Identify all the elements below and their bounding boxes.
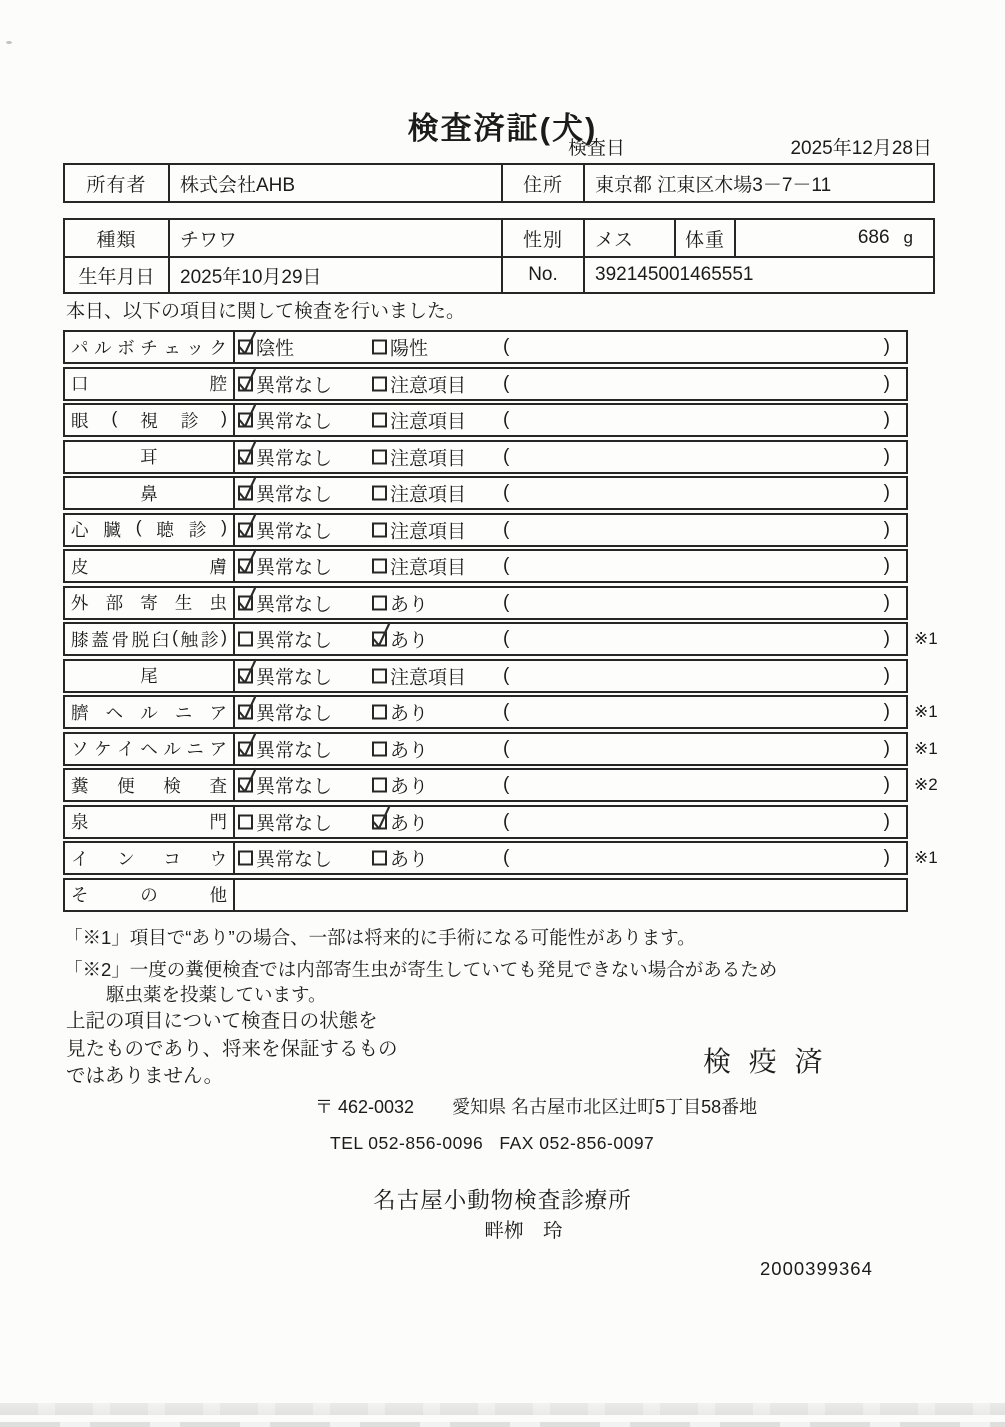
inspection-date-row (568, 133, 932, 160)
exam-item-label-text: 口 腔 (71, 374, 227, 394)
exam-item-label-text: 外 部 寄 生 虫 (71, 593, 227, 613)
result-option-1-label: 異常なし (256, 776, 333, 798)
quarantine-stamp: 検 疫 済 (703, 1046, 828, 1077)
result-option-2 (372, 407, 466, 434)
exam-result-cell (235, 770, 906, 800)
result-option-2-label: 注意項目 (390, 411, 467, 433)
exam-item-label (65, 442, 235, 472)
result-option-2-label: あり (390, 703, 429, 725)
result-option-1 (238, 516, 332, 543)
reference-mark: ※1 (914, 702, 938, 721)
remarks-paren-close: ) (883, 591, 890, 613)
footnotes (64, 925, 777, 1007)
result-option-2-label: あり (390, 630, 429, 652)
exam-item-label-text: 鼻 (140, 483, 158, 504)
checkbox-option-1-checked (238, 376, 253, 391)
exam-item-label (65, 588, 235, 618)
checkbox-option-1-checked (238, 741, 253, 756)
remarks-paren-open: ( (503, 518, 510, 540)
checkbox-option-1-checked (238, 340, 253, 355)
pet-info-row-1 (65, 220, 933, 256)
breed-label: 種類 (65, 220, 170, 256)
exam-item-label (65, 624, 235, 654)
result-option-1-label: 異常なし (256, 849, 333, 871)
pet-info-table (63, 218, 935, 294)
remarks-paren-open: ( (503, 810, 510, 832)
exam-item-label (65, 807, 235, 837)
exam-row-11 (63, 695, 938, 729)
footnote-2-line-2: 駆虫薬を投薬しています。 (106, 984, 327, 1005)
result-option-2 (372, 553, 466, 580)
reference-mark: ※1 (914, 848, 938, 867)
checkbox-option-2-unchecked (372, 376, 387, 391)
result-option-1-label: 異常なし (256, 557, 333, 579)
remarks-paren-close: ) (883, 336, 890, 357)
reference-mark: ※1 (914, 629, 938, 648)
remarks-paren-open: ( (503, 372, 510, 394)
exam-item-label (65, 697, 235, 727)
exam-row-3 (63, 403, 908, 437)
footnote-2-line-1: 「※2」一度の糞便検査では内部寄生虫が寄生していても発見できない場合があるため (64, 959, 778, 980)
reference-mark: ※2 (914, 775, 938, 794)
exam-item-label-text: パ ル ボ チ ェ ッ ク (71, 337, 227, 358)
exam-item-label-text: ソ ケ イ ヘ ル ニ ア (71, 739, 227, 759)
result-option-2-label: あり (390, 740, 429, 761)
checkbox-option-1-unchecked (238, 814, 253, 829)
exam-item-label-text: そ の 他 (71, 885, 227, 905)
checkbox-option-1-checked (238, 559, 253, 574)
result-option-2-label: あり (390, 776, 429, 798)
checkbox-option-2-unchecked (372, 413, 387, 428)
checkbox-option-2-unchecked (372, 449, 387, 464)
result-option-1-label: 異常なし (256, 703, 333, 725)
result-option-2-label: 陽性 (390, 338, 429, 360)
remarks-paren-open: ( (503, 664, 510, 686)
checkbox-option-1-checked (238, 413, 253, 428)
result-option-2 (372, 626, 428, 653)
remarks-paren-close: ) (883, 409, 890, 430)
remarks-paren-close: ) (883, 518, 890, 540)
result-option-1 (238, 845, 332, 872)
result-option-1-label: 異常なし (256, 630, 333, 652)
exam-result-cell (235, 515, 906, 545)
checkbox-option-2-checked (372, 814, 387, 829)
result-option-1 (238, 699, 332, 726)
exam-item-label (65, 661, 235, 691)
checkbox-option-1-checked (238, 668, 253, 683)
clinic-name: 名古屋小動物検査診療所 (373, 1188, 632, 1213)
weight-label: 体重 (676, 220, 736, 256)
disclaimer (66, 1008, 398, 1091)
checkbox-option-2-unchecked (372, 668, 387, 683)
result-option-2 (372, 735, 428, 762)
exam-item-label-text: 臍 ヘ ル ニ ア (71, 702, 227, 723)
exam-row-13 (63, 768, 938, 802)
result-option-1 (238, 553, 332, 580)
checkbox-option-1-unchecked (238, 851, 253, 866)
inspection-date-label: 検査日 (568, 138, 626, 159)
no-value: 392145001465551 (595, 264, 754, 285)
remarks-paren-close: ) (883, 628, 890, 649)
result-option-1 (238, 370, 332, 397)
owner-value: 株式会社AHB (170, 165, 503, 201)
birthdate-value: 2025年10月29日 (170, 258, 503, 292)
weight-unit: g (903, 228, 913, 247)
remarks-paren-open: ( (503, 555, 510, 576)
exam-item-label-text: 膝 蓋 骨 脱 臼 ( 触 診 ) (71, 626, 227, 650)
exam-item-label-text: 眼 ( 視 診 ) (71, 407, 227, 431)
checkbox-option-2-unchecked (372, 340, 387, 355)
scan-bottom-edge-artifact (0, 1422, 1005, 1427)
remarks-paren-close: ) (883, 664, 890, 686)
owner-label: 所有者 (65, 165, 170, 201)
exam-result-cell (235, 661, 906, 691)
result-option-1-label: 異常なし (256, 594, 333, 615)
remarks-paren-close: ) (883, 482, 890, 503)
owner-row (65, 165, 933, 201)
disclaimer-line-2: 見たものであり、将来を保証するもの (66, 1037, 398, 1060)
exam-row-15 (63, 841, 938, 875)
exam-item-label (65, 515, 235, 545)
serial-number: 2000399364 (760, 1258, 873, 1279)
clinic-postal-address (315, 1093, 757, 1119)
owner-address-label: 住所 (503, 165, 585, 201)
result-option-1-label: 異常なし (256, 411, 333, 433)
checkbox-option-1-checked (238, 449, 253, 464)
result-option-2 (372, 334, 428, 361)
exam-row-10 (63, 659, 908, 693)
exam-item-label (65, 770, 235, 800)
exam-item-label-text: 心 臓 ( 聴 診 ) (71, 517, 227, 540)
exam-item-label (65, 332, 235, 362)
disclaimer-line-1: 上記の項目について検査日の状態を (66, 1010, 378, 1032)
result-option-1 (238, 443, 332, 470)
remarks-paren-open: ( (503, 701, 510, 722)
result-option-1 (238, 735, 332, 762)
exam-result-cell (235, 369, 906, 399)
result-option-2 (372, 480, 466, 507)
exam-result-cell (235, 332, 906, 362)
exam-result-cell (235, 624, 906, 654)
result-option-1-label: 異常なし (256, 740, 333, 761)
remarks-paren-close: ) (883, 810, 890, 832)
result-option-2-label: あり (390, 594, 429, 615)
result-option-1 (238, 480, 332, 507)
exam-row-8 (63, 586, 908, 620)
result-option-2 (372, 443, 466, 470)
result-option-2 (372, 699, 428, 726)
result-option-1-label: 異常なし (256, 813, 333, 834)
exam-row-12 (63, 732, 938, 766)
remarks-paren-open: ( (503, 336, 510, 357)
result-option-1 (238, 772, 332, 799)
result-option-2 (372, 772, 428, 799)
weight-value-cell (736, 220, 933, 256)
reference-mark: ※1 (914, 738, 938, 758)
exam-item-label (65, 843, 235, 873)
result-option-1 (238, 334, 294, 361)
exam-result-cell (235, 551, 906, 581)
exam-item-label-text: 糞 便 検 査 (71, 775, 227, 796)
checkbox-option-1-checked (238, 522, 253, 537)
remarks-paren-close: ) (883, 445, 890, 467)
exam-table (63, 330, 938, 914)
exam-row-6 (63, 513, 908, 547)
breed-value: チワワ (170, 220, 503, 256)
result-option-2 (372, 808, 428, 835)
exam-row-7 (63, 549, 908, 583)
remarks-paren-open: ( (503, 847, 510, 868)
remarks-paren-close: ) (883, 847, 890, 868)
result-option-1-label: 異常なし (256, 484, 333, 506)
exam-result-cell (235, 405, 906, 435)
pet-info-row-2 (65, 256, 933, 292)
remarks-paren-open: ( (503, 409, 510, 430)
result-option-2 (372, 845, 428, 872)
exam-item-label (65, 551, 235, 581)
result-option-1 (238, 626, 332, 653)
owner-address-value: 東京都 江東区木場3－7－11 (595, 174, 832, 196)
remarks-paren-open: ( (503, 628, 510, 649)
result-option-1-label: 異常なし (256, 448, 333, 469)
result-option-1 (238, 808, 332, 835)
sex-label: 性別 (503, 220, 585, 256)
exam-item-label-text: 耳 (140, 447, 158, 467)
result-option-2-label: 注意項目 (390, 557, 467, 579)
checkbox-option-1-unchecked (238, 632, 253, 647)
checkbox-option-2-checked (372, 632, 387, 647)
result-option-2-label: 注意項目 (390, 521, 467, 542)
exam-row-4 (63, 440, 908, 474)
exam-result-cell (235, 734, 906, 764)
result-option-1 (238, 662, 332, 689)
veterinarian-name: 畔栁 玲 (484, 1220, 563, 1242)
result-option-2 (372, 589, 428, 616)
remarks-paren-open: ( (503, 591, 510, 613)
remarks-paren-open: ( (503, 774, 510, 795)
checkbox-option-1-checked (238, 705, 253, 720)
result-option-1-label: 異常なし (256, 667, 333, 688)
page-title: 検査済証(犬) (407, 110, 598, 146)
weight-value: 686 (857, 227, 890, 248)
exam-item-label (65, 880, 235, 910)
result-option-2-label: 注意項目 (390, 375, 467, 396)
checkbox-option-2-unchecked (372, 522, 387, 537)
checkbox-option-2-unchecked (372, 778, 387, 793)
remarks-paren-open: ( (503, 737, 510, 759)
exam-item-label (65, 734, 235, 764)
checkbox-option-1-checked (238, 595, 253, 610)
checkbox-option-2-unchecked (372, 486, 387, 501)
remarks-paren-close: ) (883, 555, 890, 576)
exam-item-label-text: 皮 膚 (71, 556, 227, 577)
result-option-1 (238, 407, 332, 434)
result-option-2-label: 注意項目 (390, 484, 467, 506)
postal-code: 〒 462-0032 (315, 1097, 415, 1117)
remarks-paren-open: ( (503, 482, 510, 503)
scan-speck-artifact (6, 41, 12, 44)
exam-row-16 (63, 878, 908, 912)
remarks-paren-close: ) (883, 701, 890, 722)
exam-result-cell (235, 588, 906, 618)
exam-row-2 (63, 367, 908, 401)
result-option-2-label: 注意項目 (390, 448, 467, 469)
result-option-2-label: あり (390, 849, 429, 871)
exam-result-cell (235, 442, 906, 472)
exam-row-9 (63, 622, 938, 656)
exam-item-label-text: イ ン コ ウ (71, 848, 227, 869)
sex-value: メス (585, 220, 676, 256)
footnote-1: 「※1」項目で“あり”の場合、一部は将来的に手術になる可能性があります。 (64, 927, 696, 948)
exam-item-label (65, 405, 235, 435)
result-option-1 (238, 589, 332, 616)
remarks-paren-open: ( (503, 445, 510, 467)
result-option-2-label: 注意項目 (390, 667, 467, 688)
result-option-2-label: あり (390, 813, 429, 834)
checkbox-option-2-unchecked (372, 595, 387, 610)
disclaimer-line-3: ではありません。 (66, 1065, 224, 1087)
exam-row-5 (63, 476, 908, 510)
intro-text: 本日、以下の項目に関して検査を行いました。 (66, 301, 466, 322)
result-option-1-label: 異常なし (256, 375, 333, 396)
exam-item-label (65, 478, 235, 508)
result-option-2 (372, 516, 466, 543)
remarks-paren-close: ) (883, 372, 890, 394)
checkbox-option-1-checked (238, 486, 253, 501)
exam-item-label-text: 泉 門 (71, 812, 227, 832)
checkbox-option-2-unchecked (372, 559, 387, 574)
exam-item-label-text: 尾 (140, 666, 158, 686)
checkbox-option-2-unchecked (372, 705, 387, 720)
exam-row-1 (63, 330, 908, 364)
exam-result-cell (235, 478, 906, 508)
exam-result-cell (235, 697, 906, 727)
clinic-address: 愛知県 名古屋市北区辻町5丁目58番地 (452, 1097, 758, 1117)
remarks-paren-close: ) (883, 737, 890, 759)
birthdate-label: 生年月日 (65, 258, 170, 292)
checkbox-option-2-unchecked (372, 851, 387, 866)
checkbox-option-1-checked (238, 778, 253, 793)
result-option-2 (372, 370, 466, 397)
exam-row-14 (63, 805, 908, 839)
owner-table (63, 163, 935, 203)
exam-result-cell (235, 880, 906, 910)
inspection-date-value: 2025年12月28日 (790, 138, 932, 159)
clinic-tel-fax: TEL 052-856-0096 FAX 052-856-0097 (330, 1133, 655, 1153)
scan-bottom-band-artifact (0, 1403, 1005, 1415)
remarks-paren-close: ) (883, 774, 890, 795)
exam-item-label (65, 369, 235, 399)
no-label: No. (503, 258, 585, 292)
exam-result-cell (235, 807, 906, 837)
result-option-1-label: 陰性 (256, 338, 295, 360)
exam-result-cell (235, 843, 906, 873)
result-option-1-label: 異常なし (256, 521, 333, 542)
checkbox-option-2-unchecked (372, 741, 387, 756)
result-option-2 (372, 662, 466, 689)
